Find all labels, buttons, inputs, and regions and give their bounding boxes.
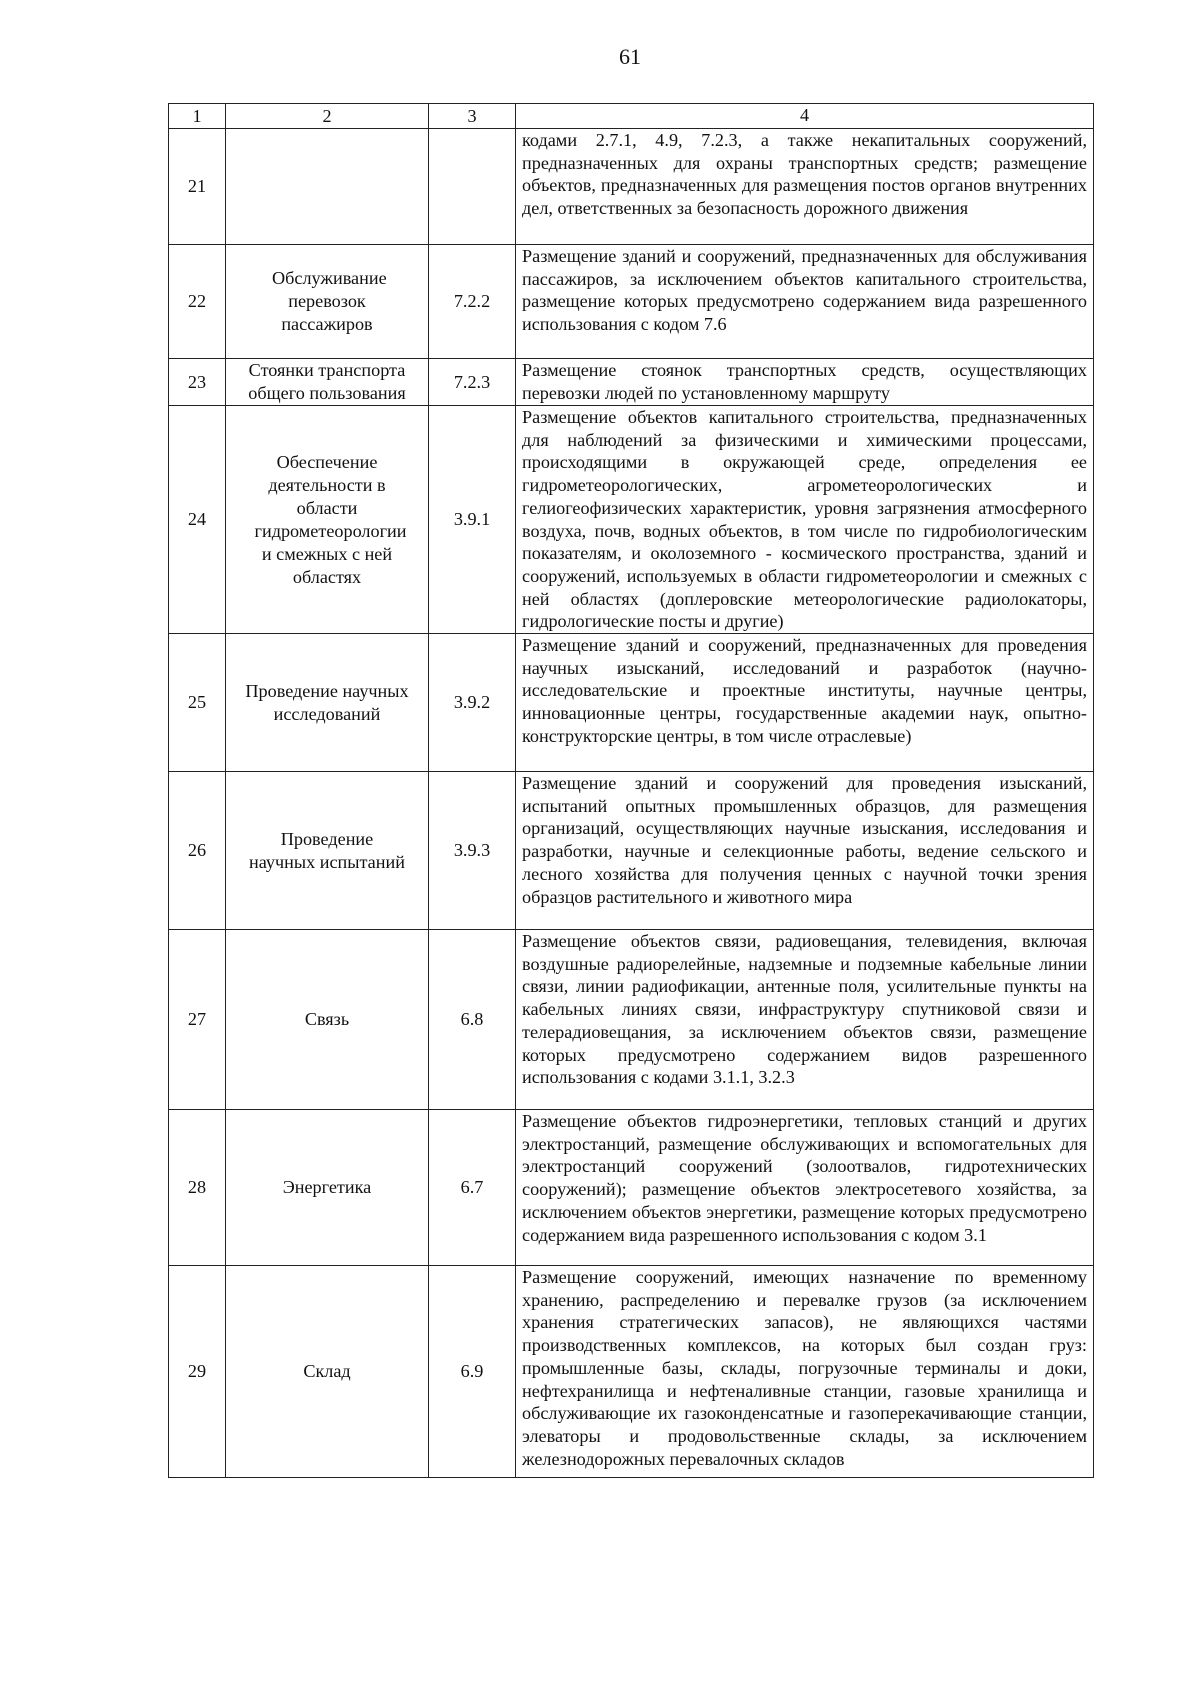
table-row [169, 359, 1094, 406]
land-use-code: 7.2.3 [429, 359, 516, 406]
land-use-code [429, 129, 516, 245]
land-use-name [226, 359, 429, 406]
land-use-name [226, 772, 429, 930]
table-row [169, 406, 1094, 634]
header-col-4: 4 [516, 104, 1094, 129]
land-use-name-text: Обеспечение деятельности в области гидрометеорологии и смежных с ней областях [254, 451, 407, 587]
table-header-row [169, 104, 1094, 129]
row-number: 22 [169, 245, 226, 359]
row-number: 29 [169, 1266, 226, 1478]
land-use-description: Размещение объектов капитального строительства, предназначенных для наблюдений за физическими и химическими процессами, происходящими в окружающей среде, определения ее гидрометеорологических, агрометеорологических и гелиогеофизических характеристик, уровня загрязнения атмосферного воздуха, почв, водных объектов, в том числе по гидробиологическим показателям, и околоземного - космического пространства, зданий и сооружений, используемых в области гидрометеорологии и смежных с ней областях (доплеровские метеорологические радиолокаторы, гидрологические посты и другие) [516, 406, 1094, 634]
row-number: 24 [169, 406, 226, 634]
land-use-code: 7.2.2 [429, 245, 516, 359]
table-row [169, 1110, 1094, 1266]
land-use-name-text: Проведение научных испытаний [249, 828, 405, 872]
land-use-description: Размещение объектов гидроэнергетики, тепловых станций и других электростанций, размещение обслуживающих и вспомогательных для электростанций сооружений (золоотвалов, гидротехнических сооружений); размещение объектов электросетевого хозяйства, за исключением объектов энергетики, размещение которых предусмотрено содержанием вида разрешенного использования с кодом 3.1 [516, 1110, 1094, 1266]
land-use-name: Связь [226, 930, 429, 1110]
land-use-code: 6.7 [429, 1110, 516, 1266]
land-use-code: 3.9.1 [429, 406, 516, 634]
table-row [169, 772, 1094, 930]
table-row [169, 129, 1094, 245]
land-use-name: Проведение научных исследований [226, 634, 429, 772]
row-number: 26 [169, 772, 226, 930]
land-use-description: Размещение зданий и сооружений, предназначенных для обслуживания пассажиров, за исключением объектов капитального строительства, размещение которых предусмотрено содержанием вида разрешенного использования с кодом 7.6 [516, 245, 1094, 359]
header-col-2: 2 [226, 104, 429, 129]
land-use-name [226, 129, 429, 245]
land-use-name-text: Обслуживание перевозок пассажиров [272, 268, 387, 334]
page-number: 61 [619, 44, 641, 69]
land-use-code: 3.9.2 [429, 634, 516, 772]
row-number: 28 [169, 1110, 226, 1266]
land-use-description: Размещение зданий и сооружений для проведения изысканий, испытаний опытных промышленных образцов, для размещения организаций, осуществляющих научные изыскания, исследования и разработки, научные и селекционные работы, ведение сельского и лесного хозяйства для получения ценных с научной точки зрения образцов растительного и животного мира [516, 772, 1094, 930]
table-row [169, 1266, 1094, 1478]
table-body [169, 104, 1094, 1478]
land-use-name: Склад [226, 1266, 429, 1478]
row-number: 23 [169, 359, 226, 406]
land-use-description: Размещение стоянок транспортных средств, осуществляющих перевозки людей по установленному маршруту [516, 359, 1094, 406]
land-use-name: Энергетика [226, 1110, 429, 1266]
land-use-code: 6.8 [429, 930, 516, 1110]
land-use-description: Размещение объектов связи, радиовещания, телевидения, включая воздушные радиорелейные, надземные и подземные кабельные линии связи, линии радиофикации, антенные поля, усилительные пункты на кабельных линиях связи, инфраструктуру спутниковой связи и телерадиовещания, за исключением объектов связи, размещение которых предусмотрено содержанием видов разрешенного использования с кодами 3.1.1, 3.2.3 [516, 930, 1094, 1110]
land-use-code: 6.9 [429, 1266, 516, 1478]
table-row [169, 245, 1094, 359]
row-number: 25 [169, 634, 226, 772]
header-col-3: 3 [429, 104, 516, 129]
land-use-description: кодами 2.7.1, 4.9, 7.2.3, а также некапитальных сооружений, предназначенных для охраны транспортных средств; размещение объектов, предназначенных для размещения постов органов внутренних дел, ответственных за безопасность дорожного движения [516, 129, 1094, 245]
land-use-description: Размещение зданий и сооружений, предназначенных для проведения научных изысканий, исследований и разработок (научно-исследовательские и проектные институты, научные центры, инновационные центры, государственные академии наук, опытно-конструкторские центры, в том числе отраслевые) [516, 634, 1094, 772]
land-use-name [226, 245, 429, 359]
table-row [169, 634, 1094, 772]
table-row [169, 930, 1094, 1110]
header-col-1: 1 [169, 104, 226, 129]
land-use-name-text: Стоянки транспорта общего пользования [248, 360, 406, 403]
land-use-description: Размещение сооружений, имеющих назначение по временному хранению, распределению и перевалке грузов (за исключением хранения стратегических запасов), не являющихся частями производственных комплексов, на которых был создан груз: промышленные базы, склады, погрузочные терминалы и доки, нефтехранилища и нефтеналивные станции, газовые хранилища и обслуживающие их газоконденсатные и газоперекачивающие станции, элеваторы и продовольственные склады, за исключением железнодорожных перевалочных складов [516, 1266, 1094, 1478]
land-use-name [226, 406, 429, 634]
land-use-code: 3.9.3 [429, 772, 516, 930]
row-number: 27 [169, 930, 226, 1110]
land-use-table [168, 103, 1094, 1478]
row-number: 21 [169, 129, 226, 245]
